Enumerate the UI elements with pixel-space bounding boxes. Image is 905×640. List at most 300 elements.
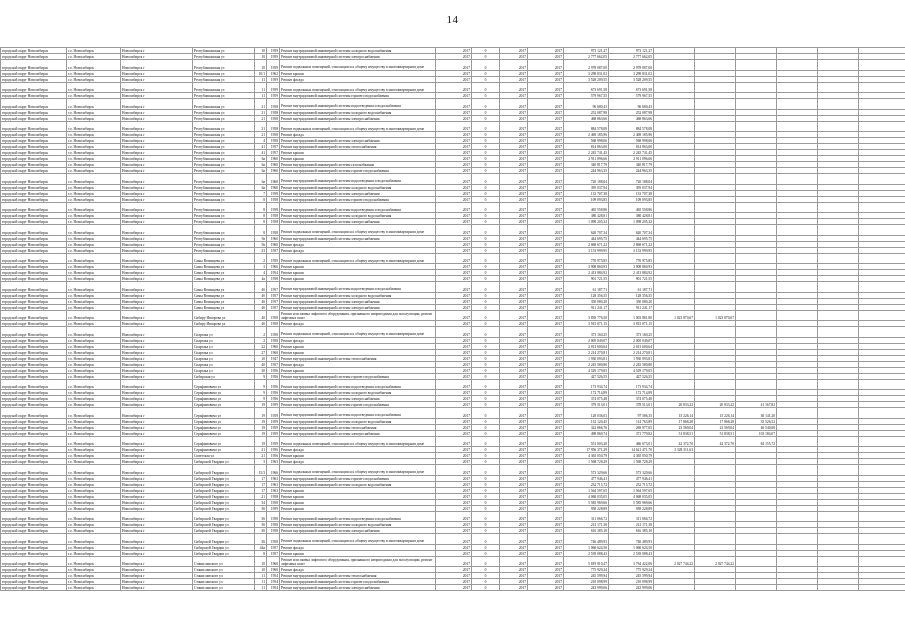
total-cost-cell: 620 707,34 xyxy=(564,225,609,236)
city-cell: Новосибирск г xyxy=(121,235,193,241)
city-cell: Новосибирск г xyxy=(121,447,193,453)
city-cell: Новосибирск г xyxy=(121,424,193,430)
municipality-cell: городской округ Новосибирск xyxy=(1,337,67,343)
fund-cost-cell: 109 093,85 xyxy=(609,196,654,202)
extra-2-cell xyxy=(818,534,859,545)
city-cell: Новосибирск г xyxy=(121,436,193,447)
fund-cost-cell: 2 539 088,43 xyxy=(609,550,654,556)
zero-cell: 0 xyxy=(472,447,500,453)
owner-funds-cell: 30 141,20 xyxy=(736,408,777,419)
total-cost-cell: 568 998,06 xyxy=(564,138,609,144)
fund-cost-cell: 884 578,08 xyxy=(609,121,654,132)
owner-funds-cell xyxy=(736,534,777,545)
year-built-cell: 1963 xyxy=(267,481,280,487)
year-cell: 2017 xyxy=(436,379,472,390)
local-budget-cell: 2 027 744,22 xyxy=(695,556,736,567)
work-type-cell: Ремонт внутридомовой инженерной системы теплоснабжения xyxy=(280,424,436,430)
total-cost-cell: 958 228,89 xyxy=(564,505,609,511)
house-number-cell: 44а xyxy=(255,544,267,550)
municipality-cell: городской округ Новосибирск xyxy=(1,579,67,585)
local-budget-cell: 42 372,70 xyxy=(695,436,736,447)
work-type-cell: Ремонт подвальных помещений, относящихся к общему имуществу в многоквартирном доме xyxy=(280,82,436,93)
end-year-cell: 2017 xyxy=(528,121,564,132)
house-number-cell: 6а xyxy=(255,184,267,190)
settlement-cell: г.о. Новосибирск xyxy=(67,82,121,93)
start-year-cell: 2017 xyxy=(500,138,528,144)
total-cost-cell: 252 087,98 xyxy=(564,109,609,115)
settlement-cell: г.о. Новосибирск xyxy=(67,121,121,132)
year-built-cell: 1959 xyxy=(267,505,280,511)
municipality-cell: городской округ Новосибирск xyxy=(1,453,67,459)
extra-2-cell xyxy=(818,225,859,236)
city-cell: Новосибирск г xyxy=(121,213,193,219)
start-year-cell: 2017 xyxy=(500,196,528,202)
start-year-cell: 2017 xyxy=(500,241,528,247)
year-cell: 2017 xyxy=(436,76,472,82)
fund-cost-cell: 243 999,06 xyxy=(609,585,654,591)
owner-funds-cell: 84 155,72 xyxy=(736,436,777,447)
house-number-cell: 19 xyxy=(255,418,267,424)
year-built-cell: 1960 xyxy=(267,264,280,270)
work-type-cell: Ремонт подвальных помещений, относящихся к общему имуществу в многоквартирном доме xyxy=(280,534,436,545)
total-cost-cell: 2 413 884,92 xyxy=(564,270,609,276)
zero-cell: 0 xyxy=(472,390,500,396)
house-number-cell: 9 xyxy=(255,379,267,390)
municipality-cell: городской округ Новосибирск xyxy=(1,361,67,367)
work-type-cell: Ремонт внутридомовой инженерной системы горячего водоснабжения xyxy=(280,93,436,99)
settlement-cell: г.о. Новосибирск xyxy=(67,225,121,236)
work-type-cell: Ремонт внутридомовой инженерной системы горячего водоснабжения xyxy=(280,402,436,408)
zero-cell: 0 xyxy=(472,82,500,93)
municipality-cell: городской округ Новосибирск xyxy=(1,408,67,419)
house-number-cell: 2 xyxy=(255,253,267,264)
zero-cell: 0 xyxy=(472,115,500,121)
work-type-cell: Ремонт крыши xyxy=(280,264,436,270)
house-number-cell: 7 xyxy=(255,190,267,196)
fund-cost-cell: 814 863,00 xyxy=(609,144,654,150)
local-budget-cell: 20 833,22 xyxy=(695,402,736,408)
work-type-cell: Ремонт фасада xyxy=(280,132,436,138)
fund-cost-cell: 958 228,89 xyxy=(609,505,654,511)
start-year-cell: 2017 xyxy=(500,505,528,511)
street-cell: Серафимовича ул xyxy=(193,390,255,396)
end-year-cell: 2017 xyxy=(528,162,564,168)
owner-funds-cell: 103 184,07 xyxy=(736,430,777,436)
city-cell: Новосибирск г xyxy=(121,379,193,390)
fund-cost-cell: 468 863,66 xyxy=(609,115,654,121)
street-cell: Республиканская ул xyxy=(193,60,255,71)
municipality-cell: городской округ Новосибирск xyxy=(1,82,67,93)
extra-3-cell xyxy=(859,99,905,110)
city-cell: Новосибирск г xyxy=(121,567,193,573)
total-cost-cell: 380 428,81 xyxy=(564,213,609,219)
year-built-cell: 1958 xyxy=(267,121,280,132)
work-type-cell: Ремонт внутридомовой инженерной системы водоотведения и водоснабжения xyxy=(280,511,436,522)
end-year-cell: 2017 xyxy=(528,481,564,487)
year-built-cell: 1959 xyxy=(267,60,280,71)
zero-cell: 0 xyxy=(472,418,500,424)
owner-funds-cell xyxy=(736,379,777,390)
house-number-cell: 17 xyxy=(255,475,267,481)
settlement-cell: г.о. Новосибирск xyxy=(67,567,121,573)
end-year-cell: 2017 xyxy=(528,225,564,236)
end-year-cell: 2017 xyxy=(528,361,564,367)
year-built-cell: 1958 xyxy=(267,219,280,225)
municipality-cell: городской округ Новосибирск xyxy=(1,282,67,293)
municipality-cell: городской округ Новосибирск xyxy=(1,150,67,156)
owner-funds-cell xyxy=(736,225,777,236)
settlement-cell: г.о. Новосибирск xyxy=(67,579,121,585)
settlement-cell: г.о. Новосибирск xyxy=(67,213,121,219)
house-number-cell: 21 xyxy=(255,109,267,115)
house-number-cell: 21 xyxy=(255,132,267,138)
extra-3-cell xyxy=(859,408,905,419)
street-cell: Сибирской Гвардии ул xyxy=(193,459,255,465)
street-cell: Спартака ул xyxy=(193,367,255,373)
work-type-cell: Ремонт внутридомовой инженерной системы теплоснабжения xyxy=(280,573,436,579)
street-cell: Сибирской Гвардии ул xyxy=(193,522,255,528)
start-year-cell: 2017 xyxy=(500,264,528,270)
street-cell: Самы Вотинцева ул xyxy=(193,292,255,298)
start-year-cell: 2017 xyxy=(500,424,528,430)
municipality-cell: городской округ Новосибирск xyxy=(1,276,67,282)
end-year-cell: 2017 xyxy=(528,349,564,355)
extra-3-cell xyxy=(859,282,905,293)
street-cell: Республиканская ул xyxy=(193,156,255,162)
settlement-cell: г.о. Новосибирск xyxy=(67,550,121,556)
end-year-cell: 2017 xyxy=(528,505,564,511)
extra-3-cell xyxy=(859,556,905,567)
house-number-cell: 10/1 xyxy=(255,70,267,76)
house-number-cell: 21 xyxy=(255,453,267,459)
extra-2-cell xyxy=(818,436,859,447)
work-type-cell: Ремонт или замена лифтового оборудования, признанного непригодным для эксплуатации, ремонт лифтовых шахт xyxy=(280,556,436,567)
end-year-cell: 2017 xyxy=(528,522,564,528)
year-cell: 2017 xyxy=(436,453,472,459)
house-number-cell: 4 xyxy=(255,138,267,144)
city-cell: Новосибирск г xyxy=(121,327,193,338)
total-cost-cell: 2 245 580,80 xyxy=(564,361,609,367)
total-cost-cell: 775 929,24 xyxy=(564,567,609,573)
end-year-cell: 2017 xyxy=(528,408,564,419)
house-number-cell: 36 xyxy=(255,511,267,522)
house-number-cell: 34 xyxy=(255,499,267,505)
table-row xyxy=(1,556,905,567)
zero-cell: 0 xyxy=(472,132,500,138)
fund-cost-cell: 395 037,94 xyxy=(609,184,654,190)
start-year-cell: 2017 xyxy=(500,276,528,282)
settlement-cell: г.о. Новосибирск xyxy=(67,522,121,528)
zero-cell: 0 xyxy=(472,585,500,591)
end-year-cell: 2017 xyxy=(528,253,564,264)
work-type-cell: Ремонт внутридомовой инженерной системы электроснабжения xyxy=(280,585,436,591)
fund-cost-cell: 2 013 600,64 xyxy=(609,343,654,349)
year-cell: 2017 xyxy=(436,567,472,573)
year-cell: 2017 xyxy=(436,156,472,162)
year-built-cell: 1954 xyxy=(267,270,280,276)
total-cost-cell: 212 171,38 xyxy=(564,522,609,528)
work-type-cell: Ремонт внутридомовой инженерной системы холодного водоснабжения xyxy=(280,184,436,190)
house-number-cell: 4б xyxy=(255,282,267,293)
work-type-cell: Ремонт крыши xyxy=(280,156,436,162)
municipality-cell: городской округ Новосибирск xyxy=(1,225,67,236)
end-year-cell: 2017 xyxy=(528,343,564,349)
local-budget-cell xyxy=(695,225,736,236)
street-cell: Станиславского ул xyxy=(193,556,255,567)
settlement-cell: г.о. Новосибирск xyxy=(67,361,121,367)
end-year-cell: 2017 xyxy=(528,567,564,573)
start-year-cell: 2017 xyxy=(500,156,528,162)
settlement-cell: г.о. Новосибирск xyxy=(67,343,121,349)
fund-cost-cell: 3 908 860,93 xyxy=(609,264,654,270)
extra-2-cell xyxy=(818,174,859,185)
municipality-cell: городской округ Новосибирск xyxy=(1,567,67,573)
year-cell: 2017 xyxy=(436,349,472,355)
municipality-cell: городской округ Новосибирск xyxy=(1,475,67,481)
end-year-cell: 2017 xyxy=(528,310,564,321)
year-built-cell: 1957 xyxy=(267,361,280,367)
year-built-cell: 1959 xyxy=(267,424,280,430)
end-year-cell: 2017 xyxy=(528,544,564,550)
end-year-cell: 2017 xyxy=(528,219,564,225)
city-cell: Новосибирск г xyxy=(121,247,193,253)
year-built-cell: 1958 xyxy=(267,310,280,321)
municipality-cell: городской округ Новосибирск xyxy=(1,184,67,190)
zero-cell: 0 xyxy=(472,150,500,156)
street-cell: Республиканская ул xyxy=(193,48,255,54)
year-built-cell: 1959 xyxy=(267,54,280,60)
year-cell: 2017 xyxy=(436,70,472,76)
city-cell: Новосибирск г xyxy=(121,156,193,162)
municipality-cell: городской округ Новосибирск xyxy=(1,70,67,76)
street-cell: Серафимовича ул xyxy=(193,424,255,430)
fund-cost-cell: 901 721,55 xyxy=(609,276,654,282)
zero-cell: 0 xyxy=(472,138,500,144)
street-cell: Республиканская ул xyxy=(193,202,255,213)
municipality-cell: городской округ Новосибирск xyxy=(1,528,67,534)
end-year-cell: 2017 xyxy=(528,76,564,82)
city-cell: Новосибирск г xyxy=(121,522,193,528)
start-year-cell: 2017 xyxy=(500,150,528,156)
house-number-cell: 2 xyxy=(255,337,267,343)
end-year-cell: 2017 xyxy=(528,196,564,202)
owner-funds-cell xyxy=(736,99,777,110)
zero-cell: 0 xyxy=(472,156,500,162)
end-year-cell: 2017 xyxy=(528,190,564,196)
year-cell: 2017 xyxy=(436,150,472,156)
street-cell: Сибирской Гвардии ул xyxy=(193,487,255,493)
year-built-cell: 1958 xyxy=(267,511,280,522)
register-body xyxy=(1,48,905,591)
house-number-cell: 23 xyxy=(255,247,267,253)
year-cell: 2017 xyxy=(436,459,472,465)
house-number-cell: 21 xyxy=(255,115,267,121)
total-cost-cell: 427 526,55 xyxy=(564,373,609,379)
total-cost-cell: 673 691,58 xyxy=(564,82,609,93)
end-year-cell: 2017 xyxy=(528,511,564,522)
municipality-cell: городской округ Новосибирск xyxy=(1,430,67,436)
extra-1-cell xyxy=(777,534,818,545)
city-cell: Новосибирск г xyxy=(121,430,193,436)
municipality-cell: городской округ Новосибирск xyxy=(1,138,67,144)
house-number-cell: 10 xyxy=(255,556,267,567)
settlement-cell: г.о. Новосибирск xyxy=(67,60,121,71)
zero-cell: 0 xyxy=(472,430,500,436)
end-year-cell: 2017 xyxy=(528,150,564,156)
end-year-cell: 2017 xyxy=(528,447,564,453)
start-year-cell: 2017 xyxy=(500,459,528,465)
work-type-cell: Ремонт внутридомовой инженерной системы газоснабжения xyxy=(280,162,436,168)
fund-cost-cell: 373 160,25 xyxy=(609,327,654,338)
start-year-cell: 2017 xyxy=(500,396,528,402)
budget-cell: 42 372,70 xyxy=(654,436,695,447)
settlement-cell: г.о. Новосибирск xyxy=(67,184,121,190)
city-cell: Новосибирск г xyxy=(121,573,193,579)
fund-cost-cell: 770 975,85 xyxy=(609,253,654,264)
year-built-cell: 1958 xyxy=(267,499,280,505)
street-cell: Республиканская ул xyxy=(193,132,255,138)
zero-cell: 0 xyxy=(472,310,500,321)
start-year-cell: 2017 xyxy=(500,373,528,379)
settlement-cell: г.о. Новосибирск xyxy=(67,367,121,373)
house-number-cell: 36 xyxy=(255,505,267,511)
city-cell: Новосибирск г xyxy=(121,361,193,367)
street-cell: Сибирской Гвардии ул xyxy=(193,534,255,545)
zero-cell: 0 xyxy=(472,168,500,174)
table-row xyxy=(1,379,905,390)
budget-cell xyxy=(654,121,695,132)
settlement-cell: г.о. Новосибирск xyxy=(67,424,121,430)
total-cost-cell: 232 715,72 xyxy=(564,481,609,487)
street-cell: Республиканская ул xyxy=(193,213,255,219)
street-cell: Сибиру Ивоорева ул xyxy=(193,321,255,327)
street-cell: Сибирская ул xyxy=(193,373,255,379)
total-cost-cell: 814 863,00 xyxy=(564,144,609,150)
municipality-cell: городской округ Новосибирск xyxy=(1,168,67,174)
zero-cell: 0 xyxy=(472,327,500,338)
owner-funds-cell xyxy=(736,327,777,338)
house-number-cell: 6а xyxy=(255,174,267,185)
page-number: 14 xyxy=(446,14,459,26)
zero-cell: 0 xyxy=(472,190,500,196)
budget-cell xyxy=(654,465,695,476)
start-year-cell: 2017 xyxy=(500,298,528,304)
year-built-cell: 1958 xyxy=(267,138,280,144)
extra-2-cell xyxy=(818,60,859,71)
start-year-cell: 2017 xyxy=(500,76,528,82)
work-type-cell: Ремонт внутридомовой инженерной системы холодного водоснабжения xyxy=(280,292,436,298)
house-number-cell: 9а xyxy=(255,235,267,241)
settlement-cell: г.о. Новосибирск xyxy=(67,270,121,276)
zero-cell: 0 xyxy=(472,174,500,185)
zero-cell: 0 xyxy=(472,54,500,60)
total-cost-cell: 720 188,04 xyxy=(564,174,609,185)
work-type-cell: Ремонт крыши xyxy=(280,487,436,493)
house-number-cell: 10 xyxy=(255,54,267,60)
work-type-cell: Ремонт внутридомовой инженерной системы холодного водоснабжения xyxy=(280,48,436,54)
house-number-cell: 9 xyxy=(255,396,267,402)
total-cost-cell: 3 908 860,93 xyxy=(564,264,609,270)
year-built-cell: 1958 xyxy=(267,534,280,545)
fund-cost-cell: 128 356,55 xyxy=(609,292,654,298)
municipality-cell: городской округ Новосибирск xyxy=(1,321,67,327)
total-cost-cell: 395 037,94 xyxy=(564,184,609,190)
city-cell: Новосибирск г xyxy=(121,70,193,76)
extra-2-cell xyxy=(818,310,859,321)
city-cell: Новосибирск г xyxy=(121,292,193,298)
fund-cost-cell: 973 121,27 xyxy=(609,48,654,54)
settlement-cell: г.о. Новосибирск xyxy=(67,475,121,481)
year-cell: 2017 xyxy=(436,310,472,321)
municipality-cell: городской округ Новосибирск xyxy=(1,235,67,241)
city-cell: Новосибирск г xyxy=(121,408,193,419)
street-cell: Сибирской Гвардии ул xyxy=(193,511,255,522)
budget-cell xyxy=(654,327,695,338)
total-cost-cell: 1 564 597,65 xyxy=(564,487,609,493)
year-built-cell: 1956 xyxy=(267,396,280,402)
house-number-cell: 10 xyxy=(255,355,267,361)
settlement-cell: г.о. Новосибирск xyxy=(67,202,121,213)
total-cost-cell: 152 120,45 xyxy=(564,418,609,424)
street-cell: Серафимовича ул xyxy=(193,447,255,453)
fund-cost-cell: 378 513,01 xyxy=(609,402,654,408)
year-cell: 2017 xyxy=(436,247,472,253)
zero-cell: 0 xyxy=(472,202,500,213)
extra-2-cell xyxy=(818,121,859,132)
owner-funds-cell xyxy=(736,585,777,591)
municipality-cell: городской округ Новосибирск xyxy=(1,447,67,453)
year-cell: 2017 xyxy=(436,138,472,144)
start-year-cell: 2017 xyxy=(500,270,528,276)
year-cell: 2017 xyxy=(436,361,472,367)
end-year-cell: 2017 xyxy=(528,48,564,54)
year-cell: 2017 xyxy=(436,499,472,505)
year-cell: 2017 xyxy=(436,487,472,493)
fund-cost-cell: 477 946,41 xyxy=(609,475,654,481)
year-cell: 2017 xyxy=(436,408,472,419)
fund-cost-cell: 746 489,93 xyxy=(609,534,654,545)
year-cell: 2017 xyxy=(436,184,472,190)
owner-funds-cell xyxy=(736,121,777,132)
city-cell: Новосибирск г xyxy=(121,174,193,185)
budget-cell xyxy=(654,60,695,71)
city-cell: Новосибирск г xyxy=(121,150,193,156)
city-cell: Новосибирск г xyxy=(121,373,193,379)
capital-repair-register-table xyxy=(0,47,905,591)
start-year-cell: 2017 xyxy=(500,544,528,550)
year-built-cell: 1963 xyxy=(267,475,280,481)
start-year-cell: 2017 xyxy=(500,48,528,54)
end-year-cell: 2017 xyxy=(528,556,564,567)
zero-cell: 0 xyxy=(472,144,500,150)
municipality-cell: городской округ Новосибирск xyxy=(1,196,67,202)
end-year-cell: 2017 xyxy=(528,402,564,408)
settlement-cell: г.о. Новосибирск xyxy=(67,253,121,264)
extra-1-cell xyxy=(777,121,818,132)
end-year-cell: 2017 xyxy=(528,156,564,162)
fund-cost-cell: 1 564 597,65 xyxy=(609,487,654,493)
work-type-cell: Ремонт фасада xyxy=(280,247,436,253)
fund-cost-cell: 1 930 093,81 xyxy=(609,355,654,361)
house-number-cell: 4б xyxy=(255,321,267,327)
street-cell: Серафимовича ул xyxy=(193,396,255,402)
house-number-cell: 21 xyxy=(255,121,267,132)
settlement-cell: г.о. Новосибирск xyxy=(67,511,121,522)
fund-cost-cell: 2 245 741,45 xyxy=(609,150,654,156)
zero-cell: 0 xyxy=(472,373,500,379)
year-built-cell: 1954 xyxy=(267,585,280,591)
start-year-cell: 2017 xyxy=(500,436,528,447)
